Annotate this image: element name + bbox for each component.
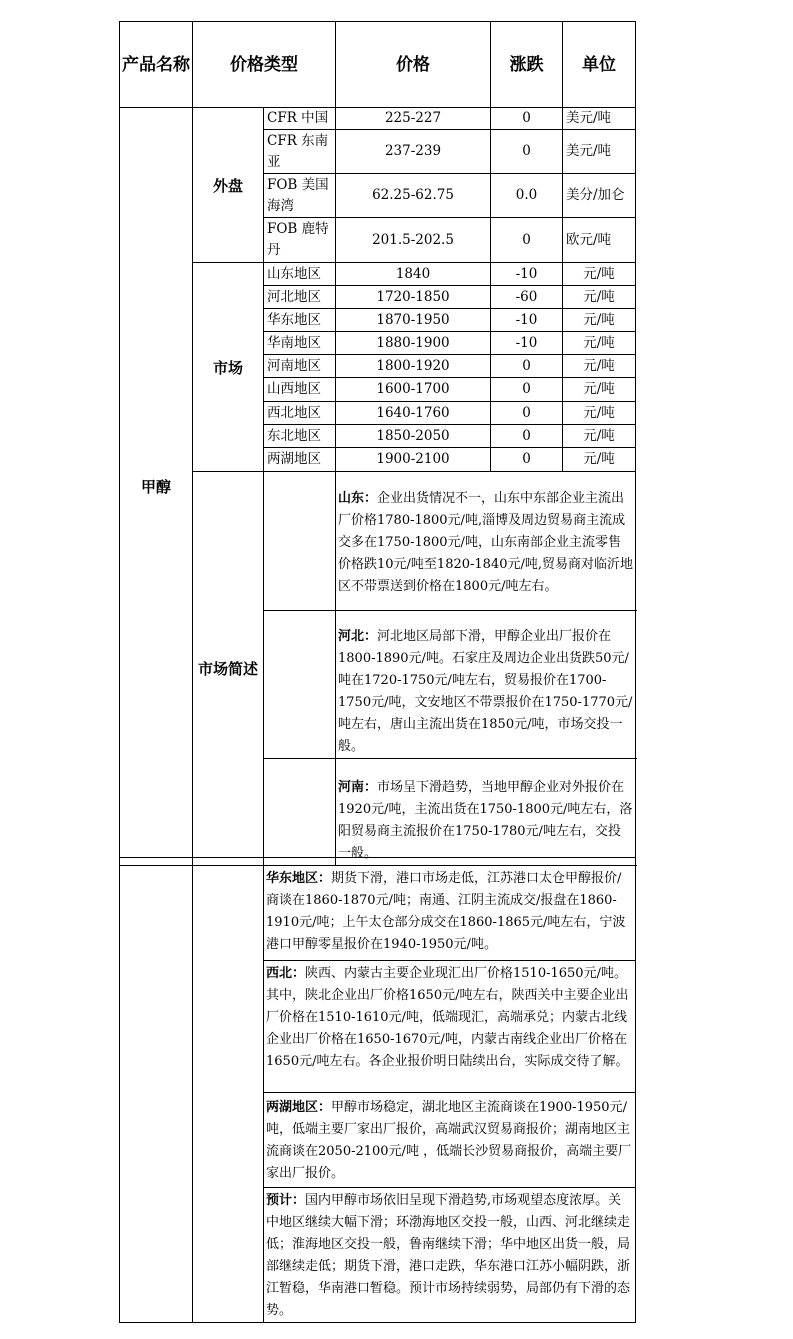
header-unit: 单位 — [563, 22, 636, 108]
external-price: 237-239 — [336, 130, 491, 174]
external-change: 0 — [491, 218, 563, 263]
price-table — [119, 21, 636, 866]
market-label: 市场 — [193, 263, 264, 472]
external-name: CFR 东南亚 — [264, 130, 336, 174]
summary-region: 西北： — [266, 966, 306, 981]
market-price: 1840 — [336, 263, 491, 286]
header-change: 涨跌 — [491, 22, 563, 108]
market-unit: 元/吨 — [563, 402, 636, 425]
summary-paragraph — [336, 759, 636, 866]
summary-paragraph — [336, 472, 636, 611]
market-change: -10 — [491, 263, 563, 286]
market-unit: 元/吨 — [563, 332, 636, 355]
market-change: 0 — [491, 425, 563, 448]
external-unit: 美元/吨 — [563, 108, 636, 130]
external-label: 外盘 — [193, 108, 264, 263]
header-price: 价格 — [336, 22, 491, 108]
external-name: CFR 中国 — [264, 108, 336, 130]
summary-text: 市场呈下滑趋势，当地甲醇企业对外报价在1920元/吨，主流出货在1750-1800元/吨左右，洛阳贸易商主流报价在1750-1780元/吨左右，交投一般。 — [338, 780, 633, 861]
summary-region: 华东地区： — [266, 871, 332, 886]
summary-region: 山东： — [338, 491, 378, 506]
summary-paragraph — [264, 1188, 636, 1323]
market-unit: 元/吨 — [563, 378, 636, 402]
market-price: 1900-2100 — [336, 448, 491, 472]
market-unit: 元/吨 — [563, 309, 636, 332]
market-unit: 元/吨 — [563, 448, 636, 472]
product-name: 甲醇 — [120, 108, 193, 866]
summary-text: 甲醇市场稳定，湖北地区主流商谈在1900-1950元/吨，低端主要厂家出厂报价，高端武汉贸易商报价；湖南地区主流商谈在2050-2100元/吨 ，低端长沙贸易商报价，高端主要厂家出厂报价。 — [266, 1100, 632, 1181]
summary-text: 国内甲醇市场依旧呈现下滑趋势,市场观望态度浓厚。关中地区继续大幅下滑；环渤海地区交投一般，山西、河北继续走低；淮海地区交投一般，鲁南继续下滑；华中地区出货一般，局部继续走低；期货下滑，港口走跌，华东港口江苏小幅阴跌，浙江暂稳，华南港口暂稳。预计市场持续弱势，局部仍有下滑的态势。 — [266, 1193, 631, 1318]
market-price: 1880-1900 — [336, 332, 491, 355]
summary-text: 期货下滑，港口市场走低，江苏港口太仓甲醇报价/商谈在1860-1870元/吨；南通、江阴主流成交/报盘在1860-1910元/吨；上午太仓部分成交在1860-1865元/吨左右，宁波港口甲醇零星报价在1940-1950元/吨。 — [266, 871, 626, 952]
market-price: 1600-1700 — [336, 378, 491, 402]
external-unit: 美元/吨 — [563, 130, 636, 174]
summary-text: 企业出货情况不一，山东中东部企业主流出厂价格1780-1800元/吨,淄博及周边贸易商主流成交多在1750-1800元/吨，山东南部企业主流零售价格跌10元/吨至1820-1840元/吨,贸易商对临沂地区不带票送到价格在1800元/吨左右。 — [338, 491, 633, 594]
external-change: 0 — [491, 108, 563, 130]
market-name: 华东地区 — [264, 309, 336, 332]
market-name: 两湖地区 — [264, 448, 336, 472]
market-name: 西北地区 — [264, 402, 336, 425]
summary-paragraph — [336, 611, 636, 759]
market-change: 0 — [491, 378, 563, 402]
market-price: 1870-1950 — [336, 309, 491, 332]
market-change: 0 — [491, 448, 563, 472]
summary-paragraph — [264, 961, 636, 1093]
external-unit: 欧元/吨 — [563, 218, 636, 263]
summary-paragraph — [264, 858, 636, 961]
market-name: 河北地区 — [264, 286, 336, 309]
external-name: FOB 美国海湾 — [264, 174, 336, 218]
market-change: 0 — [491, 355, 563, 378]
market-change: 0 — [491, 402, 563, 425]
market-unit: 元/吨 — [563, 355, 636, 378]
summary-region: 预计： — [266, 1193, 306, 1208]
market-name: 东北地区 — [264, 425, 336, 448]
market-change: -60 — [491, 286, 563, 309]
market-name: 山西地区 — [264, 378, 336, 402]
market-price: 1640-1760 — [336, 402, 491, 425]
header-product-name: 产品名称 — [120, 22, 193, 108]
header-price-type: 价格类型 — [193, 22, 336, 108]
summary-region: 河北： — [338, 629, 378, 644]
summary-region: 两湖地区： — [266, 1100, 332, 1115]
market-unit: 元/吨 — [563, 425, 636, 448]
summary-text: 河北地区局部下滑，甲醇企业出厂报价在1800-1890元/吨。石家庄及周边企业出货跌50元/吨在1720-1750元/吨左右，贸易报价在1700-1750元/吨，文安地区不带票报价在1750-1770元/吨左右，唐山主流出货在1850元/吨，市场交投一般。 — [338, 629, 633, 754]
market-price: 1800-1920 — [336, 355, 491, 378]
summary-text: 陕西、内蒙古主要企业现汇出厂价格1510-1650元/吨。其中，陕北企业出厂价格1650元/吨左右，陕西关中主要企业出厂价格在1510-1610元/吨，低端现汇，高端承兑；内蒙古北线企业出厂价格在1650-1670元/吨，内蒙古南线企业出厂价格在1650元/吨左右。各企业报价明日陆续出台，实际成交待了解。 — [266, 966, 629, 1069]
external-price: 62.25-62.75 — [336, 174, 491, 218]
external-unit: 美分/加仑 — [563, 174, 636, 218]
market-unit: 元/吨 — [563, 286, 636, 309]
summary-region: 河南： — [338, 780, 378, 795]
external-name: FOB 鹿特丹 — [264, 218, 336, 263]
summary-paragraph — [264, 1093, 636, 1188]
external-price: 201.5-202.5 — [336, 218, 491, 263]
external-change: 0.0 — [491, 174, 563, 218]
market-unit: 元/吨 — [563, 263, 636, 286]
market-change: -10 — [491, 309, 563, 332]
summary-label: 市场简述 — [193, 472, 264, 866]
market-change: -10 — [491, 332, 563, 355]
market-name: 河南地区 — [264, 355, 336, 378]
market-price: 1850-2050 — [336, 425, 491, 448]
external-change: 0 — [491, 130, 563, 174]
summary-continuation-table — [119, 857, 636, 1323]
market-name: 山东地区 — [264, 263, 336, 286]
market-price: 1720-1850 — [336, 286, 491, 309]
market-name: 华南地区 — [264, 332, 336, 355]
external-price: 225-227 — [336, 108, 491, 130]
